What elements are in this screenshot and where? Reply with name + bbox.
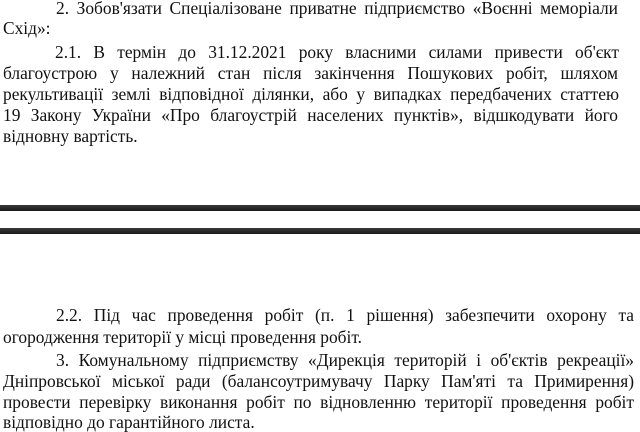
text-line: відновну вартість. — [3, 126, 138, 146]
text-line: Схід»: — [3, 18, 51, 38]
text-line: 19 Закону України «Про благоустрій населених пунктів», відшкодувати його — [3, 105, 618, 125]
page-edge-top — [0, 228, 640, 234]
text-line: відповідно до гарантійного листа. — [3, 412, 255, 432]
text-line: рекультивації землі відповідної ділянки, або у випадках передбачених статтею — [3, 84, 619, 104]
page-gap — [0, 211, 640, 278]
text-line: 2.2. Під час проведення робіт (п. 1 рішення) забезпечити охорону та — [56, 305, 634, 325]
text-line: 3. Комунальному підприємству «Дирекція територій і об'єктів рекреації» — [56, 350, 634, 370]
text-line: благоустрою у належний стан після закінчення Пошукових робіт, шляхом — [3, 63, 618, 83]
text-line: провести перевірку виконання робіт по відновленню території проведення робіт — [3, 392, 634, 412]
text-line: 2. Зобов'язати Спеціалізоване приватне підприємство «Воєнні меморіали — [56, 0, 618, 18]
text-line: Дніпровської міської ради (балансоутримувачу Парку Пам'яті та Примирення) — [3, 371, 634, 391]
text-line: огородження території у місці проведення робіт. — [3, 327, 363, 347]
text-line: 2.1. В термін до 31.12.2021 року власними силами привести об'єкт — [55, 42, 619, 62]
